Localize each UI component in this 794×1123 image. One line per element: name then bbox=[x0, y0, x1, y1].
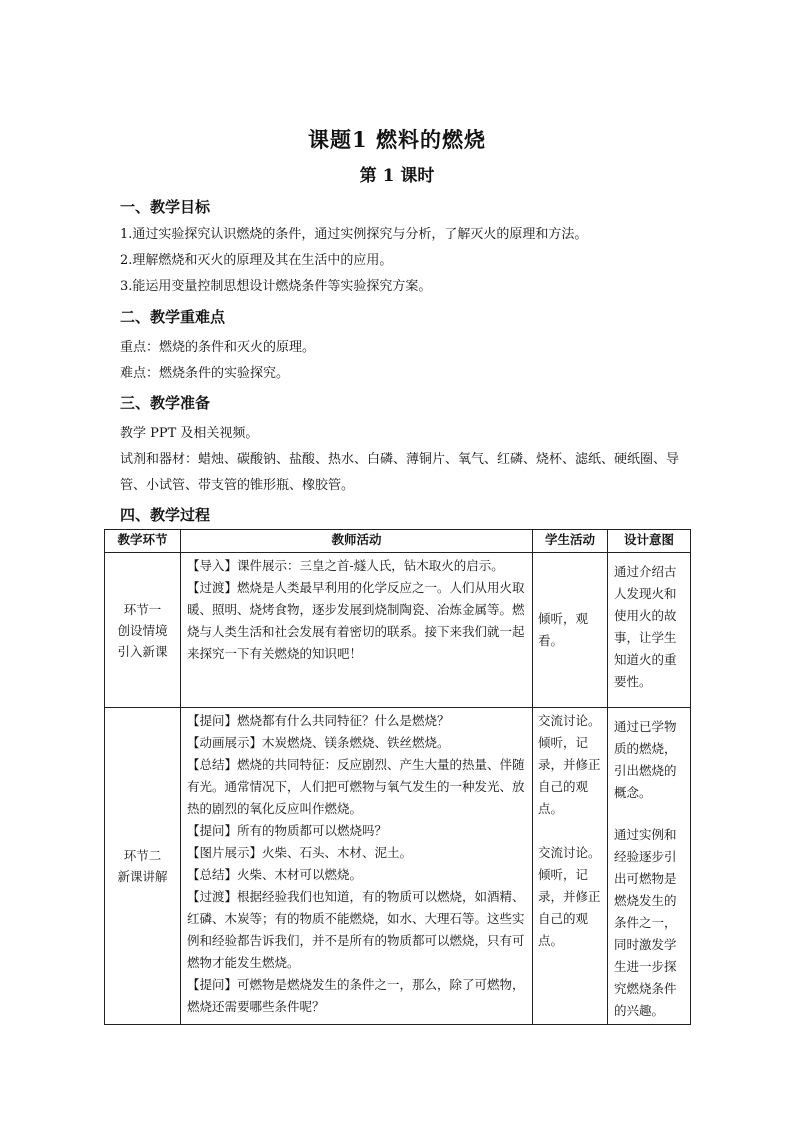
student-cell bbox=[533, 553, 608, 708]
lesson-subtitle: 第 1 课时 bbox=[359, 166, 435, 186]
stage-line: 新课讲解 bbox=[117, 869, 168, 884]
stage-cell bbox=[105, 553, 181, 708]
student-paragraph: 倾听，观看。 bbox=[538, 611, 589, 648]
col-header-stage: 教学环节 bbox=[105, 530, 181, 553]
objective-item: 3.能运用变量控制思想设计燃烧条件等实验探究方案。 bbox=[120, 279, 432, 294]
preparation-materials: 试剂和器材：蜡烛、碳酸钠、盐酸、热水、白磷、薄铜片、氧气、红磷、烧杯、滤纸、硬纸圈、导管、小试管、带支管的锥形瓶、橡胶管。 bbox=[120, 452, 680, 493]
teacher-paragraph: 【过渡】燃烧是人类最早利用的化学反应之一。人们从用火取暖、照明、烧烤食物，逐步发展到烧制陶瓷、冶炼金属等。燃烧与人类生活和社会发展有着密切的联系。接下来我们就一起来探究一下有关燃烧的知识吧！ bbox=[187, 580, 525, 661]
intent-cell bbox=[608, 553, 691, 708]
student-paragraph: 交流讨论。倾听，记录，并修正自己的观点。 bbox=[538, 713, 601, 816]
col-header-student: 学生活动 bbox=[533, 530, 608, 553]
preparation-line: 教学 PPT 及相关视频。 bbox=[120, 426, 259, 441]
student-cell bbox=[533, 708, 608, 1025]
spacer bbox=[614, 804, 684, 824]
intent-paragraph: 通过已学物质的燃烧，引出燃烧的概念。 bbox=[614, 719, 677, 800]
table-header-row bbox=[105, 530, 691, 553]
lesson-title: 课题1 燃料的燃烧 bbox=[308, 127, 486, 152]
objective-item: 2.理解燃烧和灭火的原理及其在生活中的应用。 bbox=[120, 253, 393, 268]
stage-line: 环节一 bbox=[123, 601, 162, 617]
focus-text: 重点：燃烧的条件和灭火的原理。 bbox=[120, 340, 316, 355]
teaching-process-table bbox=[104, 529, 691, 1025]
table-row bbox=[105, 553, 691, 708]
process-heading: 四、教学过程 bbox=[120, 506, 211, 524]
intent-paragraph: 通过介绍古人发现火和使用火的故事，让学生知道火的重要性。 bbox=[614, 564, 677, 689]
teacher-cell bbox=[181, 553, 533, 708]
spacer bbox=[538, 820, 602, 842]
teacher-paragraph: 【提问】燃烧都有什么共同特征？什么是燃烧？ bbox=[187, 713, 450, 728]
intent-cell bbox=[608, 708, 691, 1025]
objective-item: 1.通过实验探究认识燃烧的条件，通过实例探究与分析，了解灭火的原理和方法。 bbox=[120, 227, 588, 242]
stage-line: 环节二 bbox=[123, 848, 162, 863]
teacher-cell bbox=[181, 708, 533, 1025]
teacher-paragraph: 【提问】可燃物是燃烧发生的条件之一，那么，除了可燃物，燃烧还需要哪些条件呢？ bbox=[187, 977, 525, 1014]
col-header-intent: 设计意图 bbox=[608, 530, 691, 553]
preparation-heading: 三、教学准备 bbox=[120, 394, 211, 412]
stage-line: 创设情境 bbox=[117, 622, 168, 638]
teacher-paragraph: 【提问】所有的物质都可以燃烧吗？ bbox=[187, 823, 388, 838]
intent-paragraph: 通过实例和经验逐步引出可燃物是燃烧发生的条件之一，同时激发学生进一步探究燃烧条件的兴趣。 bbox=[614, 827, 677, 1018]
teacher-paragraph: 【动画展示】木炭燃烧、镁条燃烧、铁丝燃烧。 bbox=[187, 735, 450, 750]
teacher-paragraph: 【过渡】根据经验我们也知道，有的物质可以燃烧，如酒精、红磷、木炭等；有的物质不能燃烧，如水、大理石等。这些实例和经验都告诉我们，并不是所有的物质都可以燃烧，只有可燃物才能发生燃烧。 bbox=[187, 889, 525, 970]
table-row bbox=[105, 708, 691, 1025]
keypoints-heading: 二、教学重难点 bbox=[120, 308, 226, 326]
stage-cell bbox=[105, 708, 181, 1025]
objectives-heading: 一、教学目标 bbox=[120, 198, 211, 216]
teacher-paragraph: 【总结】燃烧的共同特征：反应剧烈、产生大量的热量、伴随有光。通常情况下，人们把可燃物与氧气发生的一种发光、放热的剧烈的氧化反应叫作燃烧。 bbox=[187, 757, 525, 816]
col-header-teacher: 教师活动 bbox=[181, 530, 533, 553]
teacher-paragraph: 【导入】课件展示：三皇之首-燧人氏，钻木取火的启示。 bbox=[187, 558, 504, 573]
teacher-paragraph: 【总结】火柴、木材可以燃烧。 bbox=[187, 867, 363, 882]
difficulty-text: 难点：燃烧条件的实验探究。 bbox=[120, 366, 290, 381]
student-paragraph: 交流讨论。倾听，记录，并修正自己的观点。 bbox=[538, 845, 601, 948]
teacher-paragraph: 【图片展示】火柴、石头、木材、泥土。 bbox=[187, 845, 413, 860]
stage-line: 引入新课 bbox=[117, 643, 168, 659]
